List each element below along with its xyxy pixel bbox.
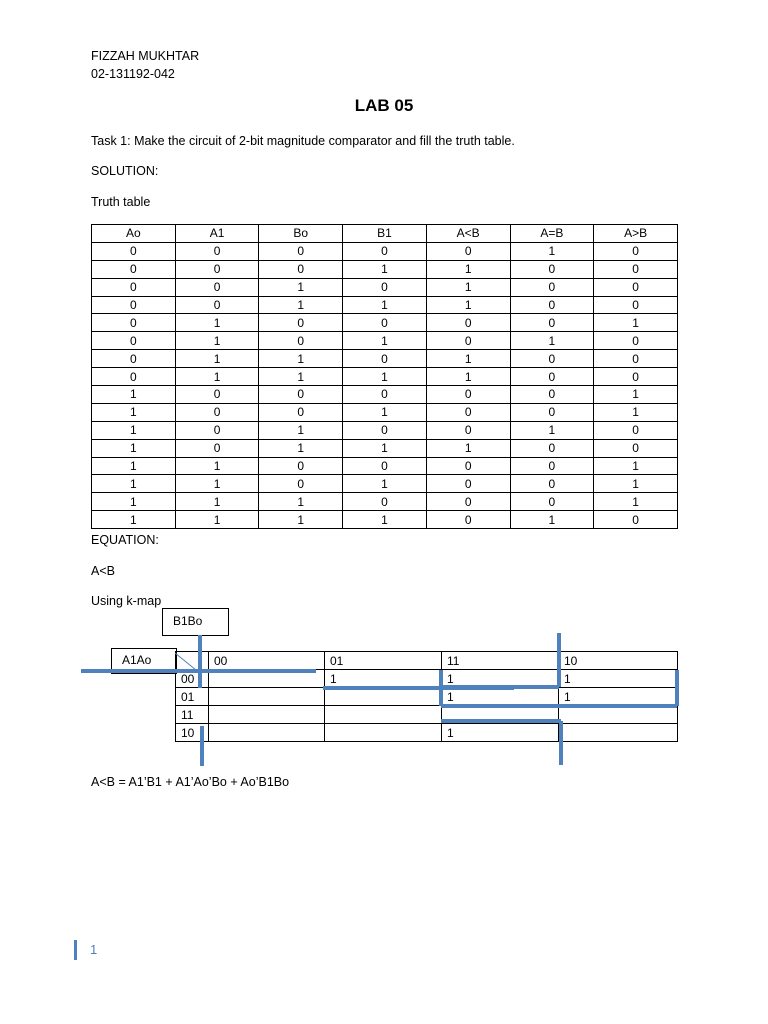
truth-table-row xyxy=(92,386,678,404)
truth-table-cell: 1 xyxy=(594,457,678,475)
truth-table-row xyxy=(92,260,678,278)
truth-table-cell: 1 xyxy=(426,278,510,296)
truth-table-cell: 1 xyxy=(175,350,259,368)
truth-table-cell: 1 xyxy=(594,386,678,404)
kmap-row xyxy=(176,706,678,724)
truth-table-row xyxy=(92,368,678,386)
kmap-column-header: 00 xyxy=(209,652,325,670)
truth-table-cell: 1 xyxy=(92,386,176,404)
truth-table-cell: 0 xyxy=(510,314,594,332)
truth-table-cell: 1 xyxy=(175,368,259,386)
truth-table-row xyxy=(92,296,678,314)
truth-table-header-cell: B1 xyxy=(343,225,427,243)
kmap-column-variable-label: B1Bo xyxy=(162,608,229,636)
truth-table-cell: 1 xyxy=(175,457,259,475)
truth-table-cell: 0 xyxy=(343,242,427,260)
truth-table-cell: 1 xyxy=(343,332,427,350)
truth-table-cell: 1 xyxy=(175,475,259,493)
truth-table-cell: 0 xyxy=(594,350,678,368)
truth-table-cell: 1 xyxy=(426,260,510,278)
truth-table-cell: 1 xyxy=(175,332,259,350)
kmap-cell xyxy=(325,706,442,724)
truth-table-cell: 1 xyxy=(426,350,510,368)
truth-table-cell: 0 xyxy=(594,296,678,314)
truth-table-cell: 0 xyxy=(594,260,678,278)
truth-table-cell: 1 xyxy=(259,296,343,314)
truth-table-cell: 0 xyxy=(175,242,259,260)
truth-table-cell: 1 xyxy=(92,493,176,511)
kmap-row xyxy=(176,688,678,706)
truth-table-row xyxy=(92,278,678,296)
truth-table-cell: 1 xyxy=(259,421,343,439)
truth-table-row xyxy=(92,403,678,421)
truth-table-cell: 1 xyxy=(175,314,259,332)
truth-table-cell: 0 xyxy=(426,421,510,439)
truth-table-row xyxy=(92,493,678,511)
truth-table-cell: 0 xyxy=(175,439,259,457)
truth-table-cell: 0 xyxy=(175,260,259,278)
truth-table-cell: 0 xyxy=(343,421,427,439)
truth-table-cell: 0 xyxy=(175,386,259,404)
truth-table-cell: 0 xyxy=(594,242,678,260)
truth-table-cell: 0 xyxy=(343,493,427,511)
truth-table-cell: 0 xyxy=(259,314,343,332)
truth-table-cell: 0 xyxy=(510,439,594,457)
truth-table-cell: 0 xyxy=(426,332,510,350)
truth-table-cell: 0 xyxy=(175,403,259,421)
kmap-cell xyxy=(209,706,325,724)
truth-table-cell: 0 xyxy=(510,368,594,386)
truth-table-row xyxy=(92,332,678,350)
truth-table-cell: 0 xyxy=(92,278,176,296)
kmap-corner-cell xyxy=(176,652,209,670)
truth-table-row xyxy=(92,439,678,457)
truth-table-row xyxy=(92,511,678,529)
truth-table-cell: 0 xyxy=(343,457,427,475)
truth-table-cell: 0 xyxy=(343,314,427,332)
truth-table-label: Truth table xyxy=(91,195,151,209)
kmap-row xyxy=(176,724,678,742)
page-number: 1 xyxy=(90,942,98,957)
truth-table-cell: 1 xyxy=(343,439,427,457)
kmap-cell xyxy=(559,724,678,742)
truth-table-cell: 0 xyxy=(175,421,259,439)
equation-label: EQUATION: xyxy=(91,533,159,547)
kmap-row xyxy=(176,670,678,688)
truth-table-cell: 0 xyxy=(594,439,678,457)
truth-table-cell: 0 xyxy=(426,475,510,493)
kmap-cell: 1 xyxy=(559,688,678,706)
truth-table-cell: 0 xyxy=(510,296,594,314)
truth-table-cell: 0 xyxy=(426,511,510,529)
task-description: Task 1: Make the circuit of 2-bit magnitude comparator and fill the truth table. xyxy=(91,134,515,148)
kmap-row-header: 11 xyxy=(176,706,209,724)
kmap-row-header: 01 xyxy=(176,688,209,706)
truth-table-cell: 0 xyxy=(510,457,594,475)
truth-table xyxy=(91,224,678,529)
truth-table-cell: 0 xyxy=(594,421,678,439)
kmap-cell: 1 xyxy=(442,688,559,706)
kmap-cell xyxy=(209,688,325,706)
truth-table-cell: 0 xyxy=(259,475,343,493)
truth-table-cell: 0 xyxy=(175,296,259,314)
truth-table-cell: 0 xyxy=(92,350,176,368)
truth-table-cell: 1 xyxy=(343,403,427,421)
truth-table-header-cell: A=B xyxy=(510,225,594,243)
equation-subject: A<B xyxy=(91,564,115,578)
document-title: LAB 05 xyxy=(354,96,414,115)
kmap-cell xyxy=(442,706,559,724)
truth-table-header-row xyxy=(92,225,678,243)
truth-table-row xyxy=(92,314,678,332)
kmap-column-header: 11 xyxy=(442,652,559,670)
truth-table-cell: 1 xyxy=(343,296,427,314)
kmap-cell xyxy=(325,688,442,706)
truth-table-cell: 1 xyxy=(259,368,343,386)
truth-table-cell: 0 xyxy=(426,493,510,511)
truth-table-row xyxy=(92,421,678,439)
student-id: 02-131192-042 xyxy=(91,67,175,81)
truth-table-cell: 1 xyxy=(510,511,594,529)
truth-table-cell: 1 xyxy=(259,278,343,296)
truth-table-body xyxy=(92,242,678,528)
truth-table-cell: 1 xyxy=(594,493,678,511)
truth-table-cell: 0 xyxy=(92,314,176,332)
kmap-header-row xyxy=(176,652,678,670)
truth-table-cell: 0 xyxy=(510,403,594,421)
truth-table-cell: 1 xyxy=(510,242,594,260)
truth-table-cell: 0 xyxy=(343,350,427,368)
truth-table-cell: 1 xyxy=(259,439,343,457)
truth-table-cell: 0 xyxy=(594,511,678,529)
kmap-cell xyxy=(559,706,678,724)
truth-table-cell: 1 xyxy=(343,260,427,278)
kmap-column-header: 01 xyxy=(325,652,442,670)
truth-table-cell: 0 xyxy=(92,332,176,350)
truth-table-cell: 1 xyxy=(594,403,678,421)
truth-table-cell: 1 xyxy=(510,421,594,439)
truth-table-cell: 1 xyxy=(92,511,176,529)
truth-table-cell: 1 xyxy=(594,314,678,332)
truth-table-cell: 0 xyxy=(510,260,594,278)
kmap-table xyxy=(175,651,678,742)
truth-table-cell: 0 xyxy=(594,368,678,386)
truth-table-header-cell: A1 xyxy=(175,225,259,243)
truth-table-cell: 0 xyxy=(510,350,594,368)
truth-table-cell: 1 xyxy=(259,511,343,529)
truth-table-cell: 1 xyxy=(92,439,176,457)
truth-table-cell: 0 xyxy=(510,278,594,296)
truth-table-cell: 1 xyxy=(175,493,259,511)
truth-table-cell: 0 xyxy=(426,242,510,260)
truth-table-cell: 0 xyxy=(92,260,176,278)
kmap-column-header: 10 xyxy=(559,652,678,670)
solution-label: SOLUTION: xyxy=(91,164,159,178)
kmap-cell xyxy=(209,670,325,688)
truth-table-header-cell: Ao xyxy=(92,225,176,243)
truth-table-cell: 1 xyxy=(343,475,427,493)
truth-table-row xyxy=(92,475,678,493)
truth-table-cell: 1 xyxy=(343,511,427,529)
truth-table-cell: 1 xyxy=(426,439,510,457)
truth-table-cell: 1 xyxy=(259,350,343,368)
truth-table-cell: 0 xyxy=(594,332,678,350)
truth-table-cell: 0 xyxy=(259,260,343,278)
truth-table-cell: 0 xyxy=(259,403,343,421)
truth-table-cell: 0 xyxy=(259,457,343,475)
truth-table-header-cell: A>B xyxy=(594,225,678,243)
truth-table-cell: 0 xyxy=(426,314,510,332)
truth-table-cell: 1 xyxy=(92,457,176,475)
truth-table-cell: 0 xyxy=(594,278,678,296)
kmap-cell: 1 xyxy=(559,670,678,688)
truth-table-cell: 0 xyxy=(175,278,259,296)
page-marker-bar xyxy=(74,940,77,960)
truth-table-cell: 0 xyxy=(343,386,427,404)
truth-table-cell: 0 xyxy=(343,278,427,296)
truth-table-cell: 0 xyxy=(92,296,176,314)
result-equation: A<B = A1’B1 + A1’Ao’Bo + Ao’B1Bo xyxy=(91,775,290,789)
truth-table-cell: 0 xyxy=(426,403,510,421)
truth-table-header-cell: Bo xyxy=(259,225,343,243)
truth-table-cell: 1 xyxy=(92,475,176,493)
truth-table-cell: 0 xyxy=(259,386,343,404)
truth-table-row xyxy=(92,242,678,260)
truth-table-header-cell: A<B xyxy=(426,225,510,243)
truth-table-row xyxy=(92,457,678,475)
kmap-cell: 1 xyxy=(325,670,442,688)
truth-table-cell: 1 xyxy=(92,421,176,439)
kmap-row-header: 10 xyxy=(176,724,209,742)
truth-table-cell: 1 xyxy=(175,511,259,529)
truth-table-cell: 0 xyxy=(426,457,510,475)
truth-table-cell: 1 xyxy=(259,493,343,511)
kmap-cell xyxy=(209,724,325,742)
truth-table-cell: 1 xyxy=(426,368,510,386)
truth-table-cell: 1 xyxy=(92,403,176,421)
kmap-label: Using k-map xyxy=(91,594,162,608)
kmap-cell: 1 xyxy=(442,724,559,742)
truth-table-cell: 0 xyxy=(510,386,594,404)
author-name: FIZZAH MUKHTAR xyxy=(91,49,200,63)
truth-table-row xyxy=(92,350,678,368)
truth-table-cell: 0 xyxy=(92,242,176,260)
truth-table-cell: 0 xyxy=(259,242,343,260)
kmap-cell: 1 xyxy=(442,670,559,688)
truth-table-cell: 0 xyxy=(426,386,510,404)
truth-table-cell: 0 xyxy=(259,332,343,350)
truth-table-cell: 1 xyxy=(510,332,594,350)
kmap-row-header: 00 xyxy=(176,670,209,688)
truth-table-cell: 1 xyxy=(594,475,678,493)
kmap-row-variable-label: A1Ao xyxy=(111,648,177,674)
truth-table-cell: 0 xyxy=(510,475,594,493)
truth-table-cell: 0 xyxy=(92,368,176,386)
truth-table-cell: 1 xyxy=(343,368,427,386)
kmap-cell xyxy=(325,724,442,742)
truth-table-cell: 1 xyxy=(426,296,510,314)
truth-table-cell: 0 xyxy=(510,493,594,511)
